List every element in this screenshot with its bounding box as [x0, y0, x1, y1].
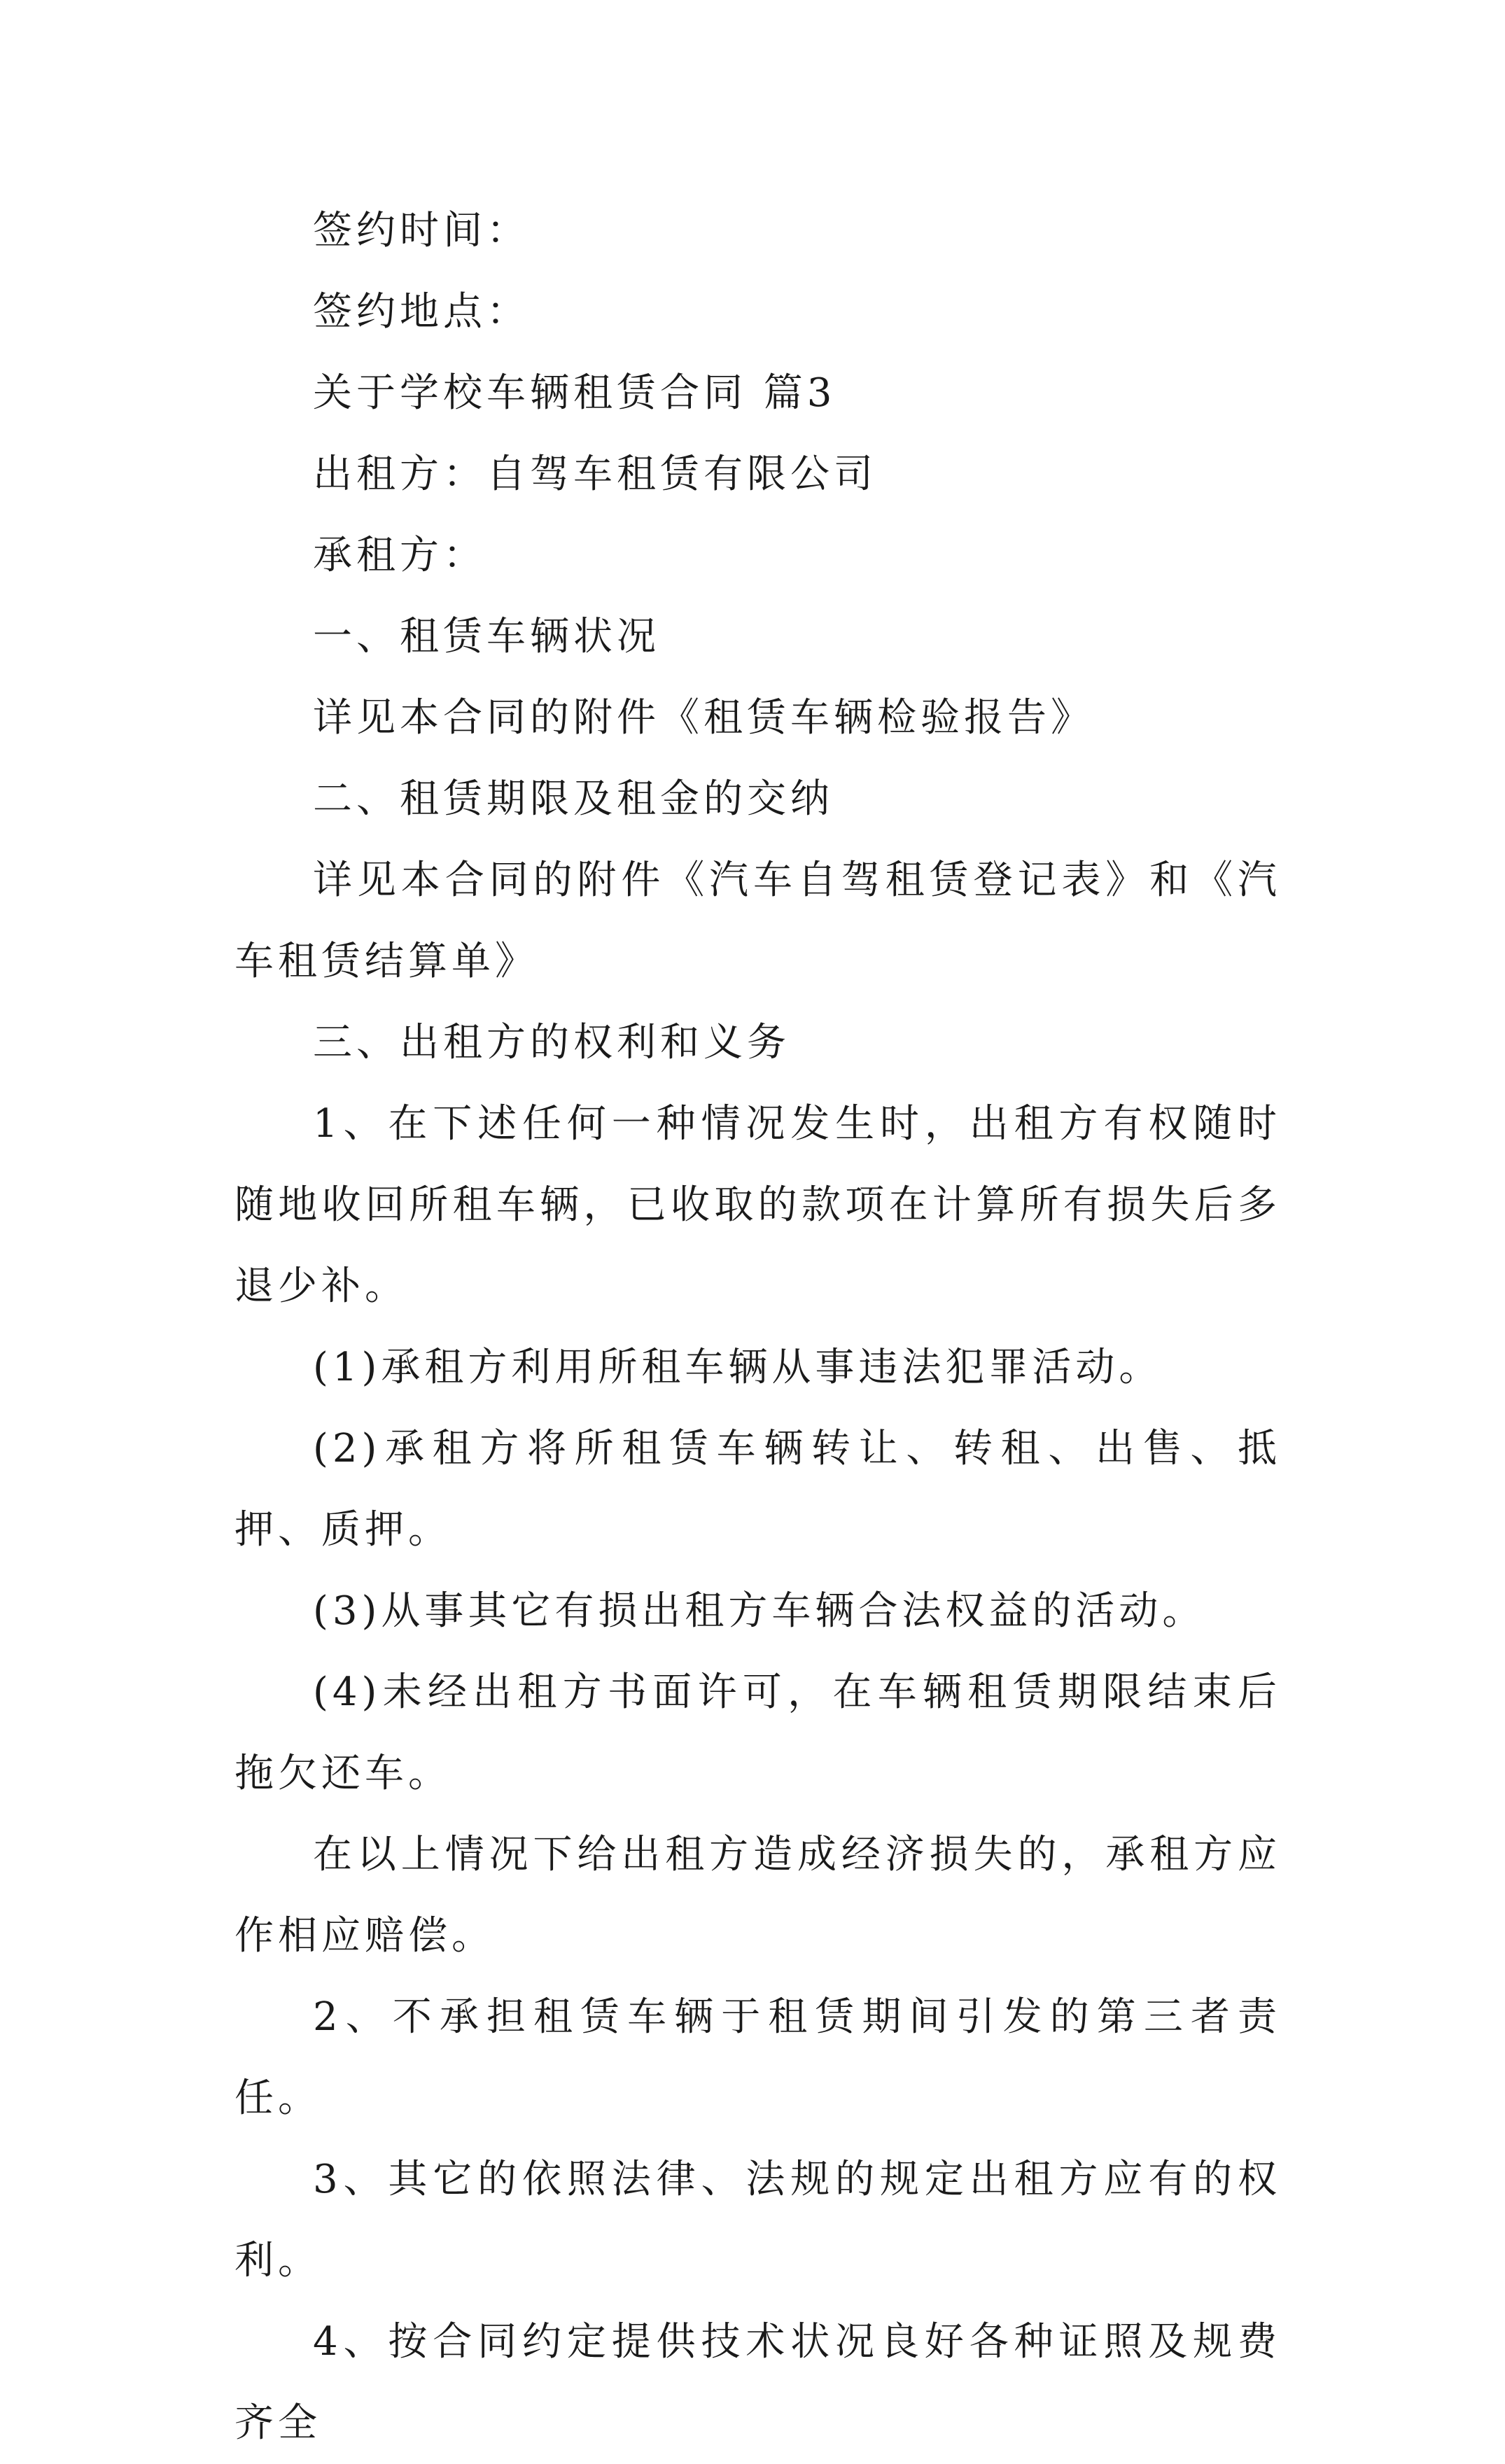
lessor-line: 出租方：自驾车租赁有限公司 — [313, 451, 877, 497]
document-body — [234, 190, 1281, 2464]
clause-3: 3、其它的依照法律、法规的规定出租方应有的权利。 — [234, 2157, 1281, 2283]
clause-1-item-2: (2)承租方将所租赁车辆转让、转租、出售、抵押、质押。 — [234, 1426, 1281, 1553]
section-3-heading: 三、出租方的权利和义务 — [313, 1020, 790, 1065]
clause-2: 2、不承担租赁车辆于租赁期间引发的第三者责任。 — [234, 1994, 1281, 2121]
contract-heading: 关于学校车辆租赁合同 篇3 — [313, 370, 836, 416]
signing-place-line: 签约地点： — [313, 289, 530, 335]
clause-1-compensation: 在以上情况下给出租方造成经济损失的，承租方应作相应赔偿。 — [234, 1832, 1281, 1959]
section-2-heading: 二、租赁期限及租金的交纳 — [313, 776, 834, 822]
section-1-text: 详见本合同的附件《租赁车辆检验报告》 — [313, 695, 1094, 741]
section-1-heading: 一、租赁车辆状况 — [313, 614, 660, 659]
clause-1: 1、在下述任何一种情况发生时，出租方有权随时随地收回所租车辆，已收取的款项在计算所有损失后多退少补。 — [234, 1101, 1281, 1309]
clause-1-item-4: (4)未经出租方书面许可，在车辆租赁期限结束后拖欠还车。 — [234, 1670, 1281, 1796]
clause-1-item-1: (1)承租方利用所租车辆从事违法犯罪活动。 — [313, 1345, 1163, 1390]
lessee-line: 承租方： — [313, 533, 486, 578]
signing-time-line: 签约时间： — [313, 208, 530, 253]
clause-1-item-3: (3)从事其它有损出租方车辆合法权益的活动。 — [313, 1588, 1206, 1634]
clause-4: 4、按合同约定提供技术状况良好各种证照及规费齐全 — [234, 2319, 1281, 2446]
section-2-text: 详见本合同的附件《汽车自驾租赁登记表》和《汽车租赁结算单》 — [234, 858, 1281, 984]
